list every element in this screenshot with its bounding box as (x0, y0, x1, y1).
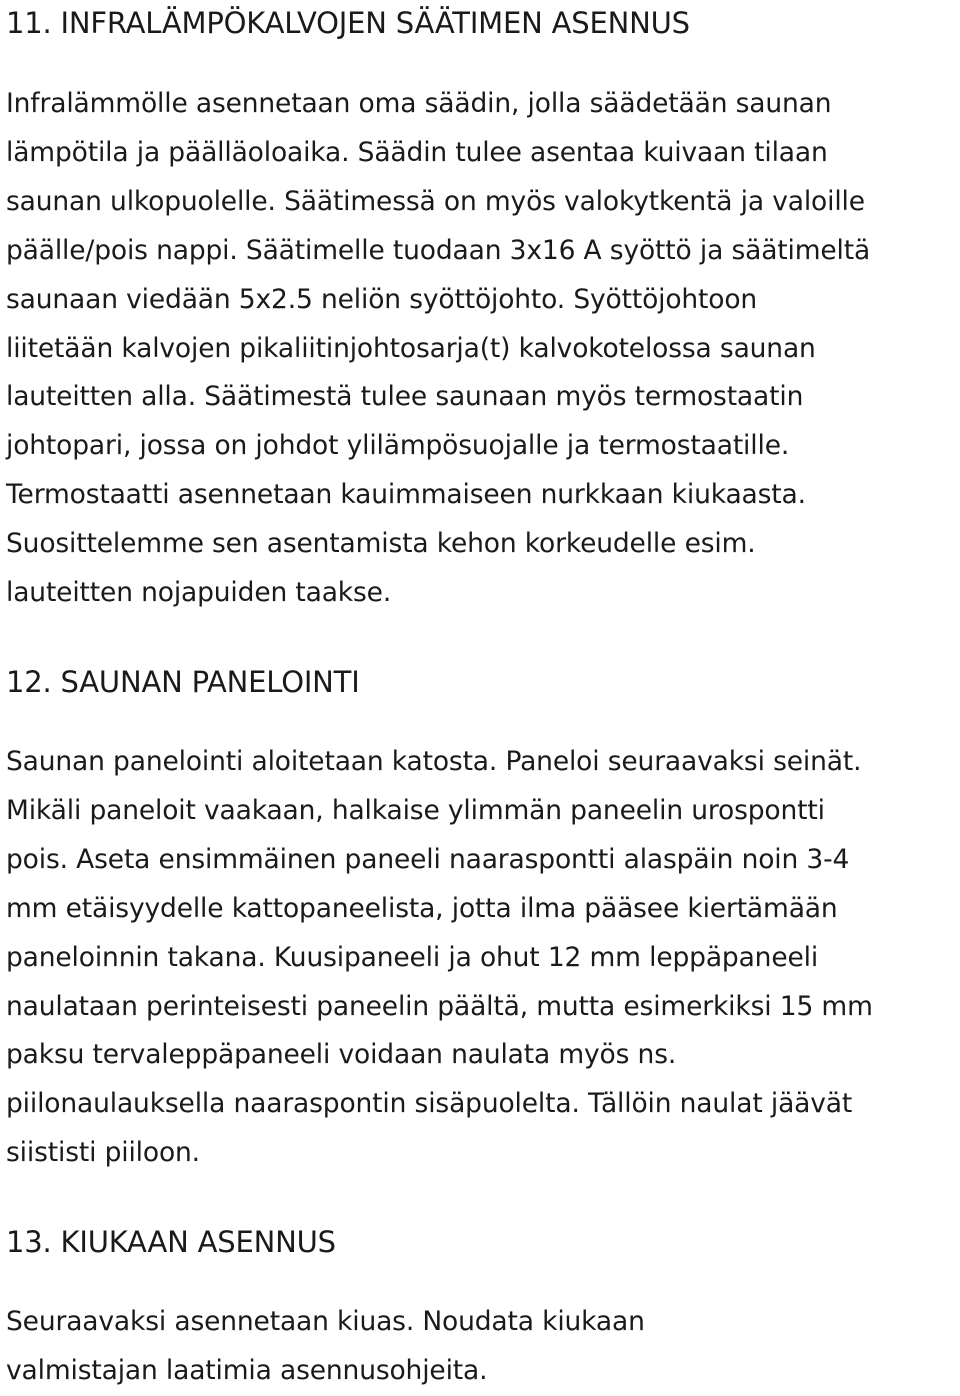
paragraph-line: Seuraavaksi asennetaan kiuas. Noudata kiukaan (6, 1306, 645, 1337)
section-heading-11: 11. INFRALÄMPÖKALVOJEN SÄÄTIMEN ASENNUS (6, 6, 690, 40)
paragraph-line: mm etäisyydelle kattopaneelista, jotta ilma pääsee kiertämään (6, 892, 838, 924)
paragraph-line: päälle/pois nappi. Säätimelle tuodaan 3x16 A syöttö ja säätimeltä (6, 234, 871, 266)
paragraph-line: valmistajan laatimia asennusohjeita. (6, 1354, 488, 1386)
paragraph-line: saunaan viedään 5x2.5 neliön syöttöjohto. Syöttöjohtoon (6, 283, 758, 315)
paragraph-line: paneloinnin takana. Kuusipaneeli ja ohut 12 mm leppäpaneeli (6, 941, 819, 973)
section-heading-13: 13. KIUKAAN ASENNUS (6, 1225, 336, 1259)
paragraph-line: Mikäli paneloit vaakaan, halkaise ylimmän paneelin urospontti (6, 794, 825, 826)
paragraph-line: siististi piiloon. (6, 1137, 200, 1169)
paragraph-line: Infralämmölle asennetaan oma säädin, jolla säädetään saunan (6, 88, 832, 119)
paragraph-line: Termostaatti asennetaan kauimmaiseen nurkkaan kiukaasta. (6, 479, 806, 511)
section-heading-12: 12. SAUNAN PANELOINTI (6, 665, 360, 699)
paragraph-line: paksu tervaleppäpaneeli voidaan naulata myös ns. (6, 1039, 677, 1071)
paragraph-line: naulataan perinteisesti paneelin päältä, mutta esimerkiksi 15 mm (6, 990, 873, 1022)
paragraph-line: liitetään kalvojen pikaliitinjohtosarja(t) kalvokotelossa saunan (6, 332, 816, 364)
paragraph-line: lauteitten alla. Säätimestä tulee saunaan myös termostaatin (6, 381, 804, 413)
section-body-12 (6, 738, 873, 1178)
paragraph-line: Saunan panelointi aloitetaan katosta. Paneloi seuraavaksi seinät. (6, 746, 862, 777)
paragraph-line: lämpötila ja päälläoloaika. Säädin tulee asentaa kuivaan tilaan (6, 136, 828, 168)
paragraph-line: lauteitten nojapuiden taakse. (6, 577, 392, 609)
paragraph-line: piilonaulauksella naaraspontin sisäpuolelta. Tällöin naulat jäävät (6, 1088, 853, 1120)
paragraph-line: pois. Aseta ensimmäinen paneeli naaraspontti alaspäin noin 3-4 (6, 843, 850, 875)
paragraph-line: saunan ulkopuolelle. Säätimessä on myös valokytkentä ja valoille (6, 185, 865, 217)
paragraph-line: johtopari, jossa on johdot ylilämpösuojalle ja termostaatille. (6, 430, 790, 462)
paragraph-line: Suosittelemme sen asentamista kehon korkeudelle esim. (6, 528, 756, 560)
section-body-11 (6, 80, 870, 618)
section-body-13 (6, 1298, 645, 1396)
